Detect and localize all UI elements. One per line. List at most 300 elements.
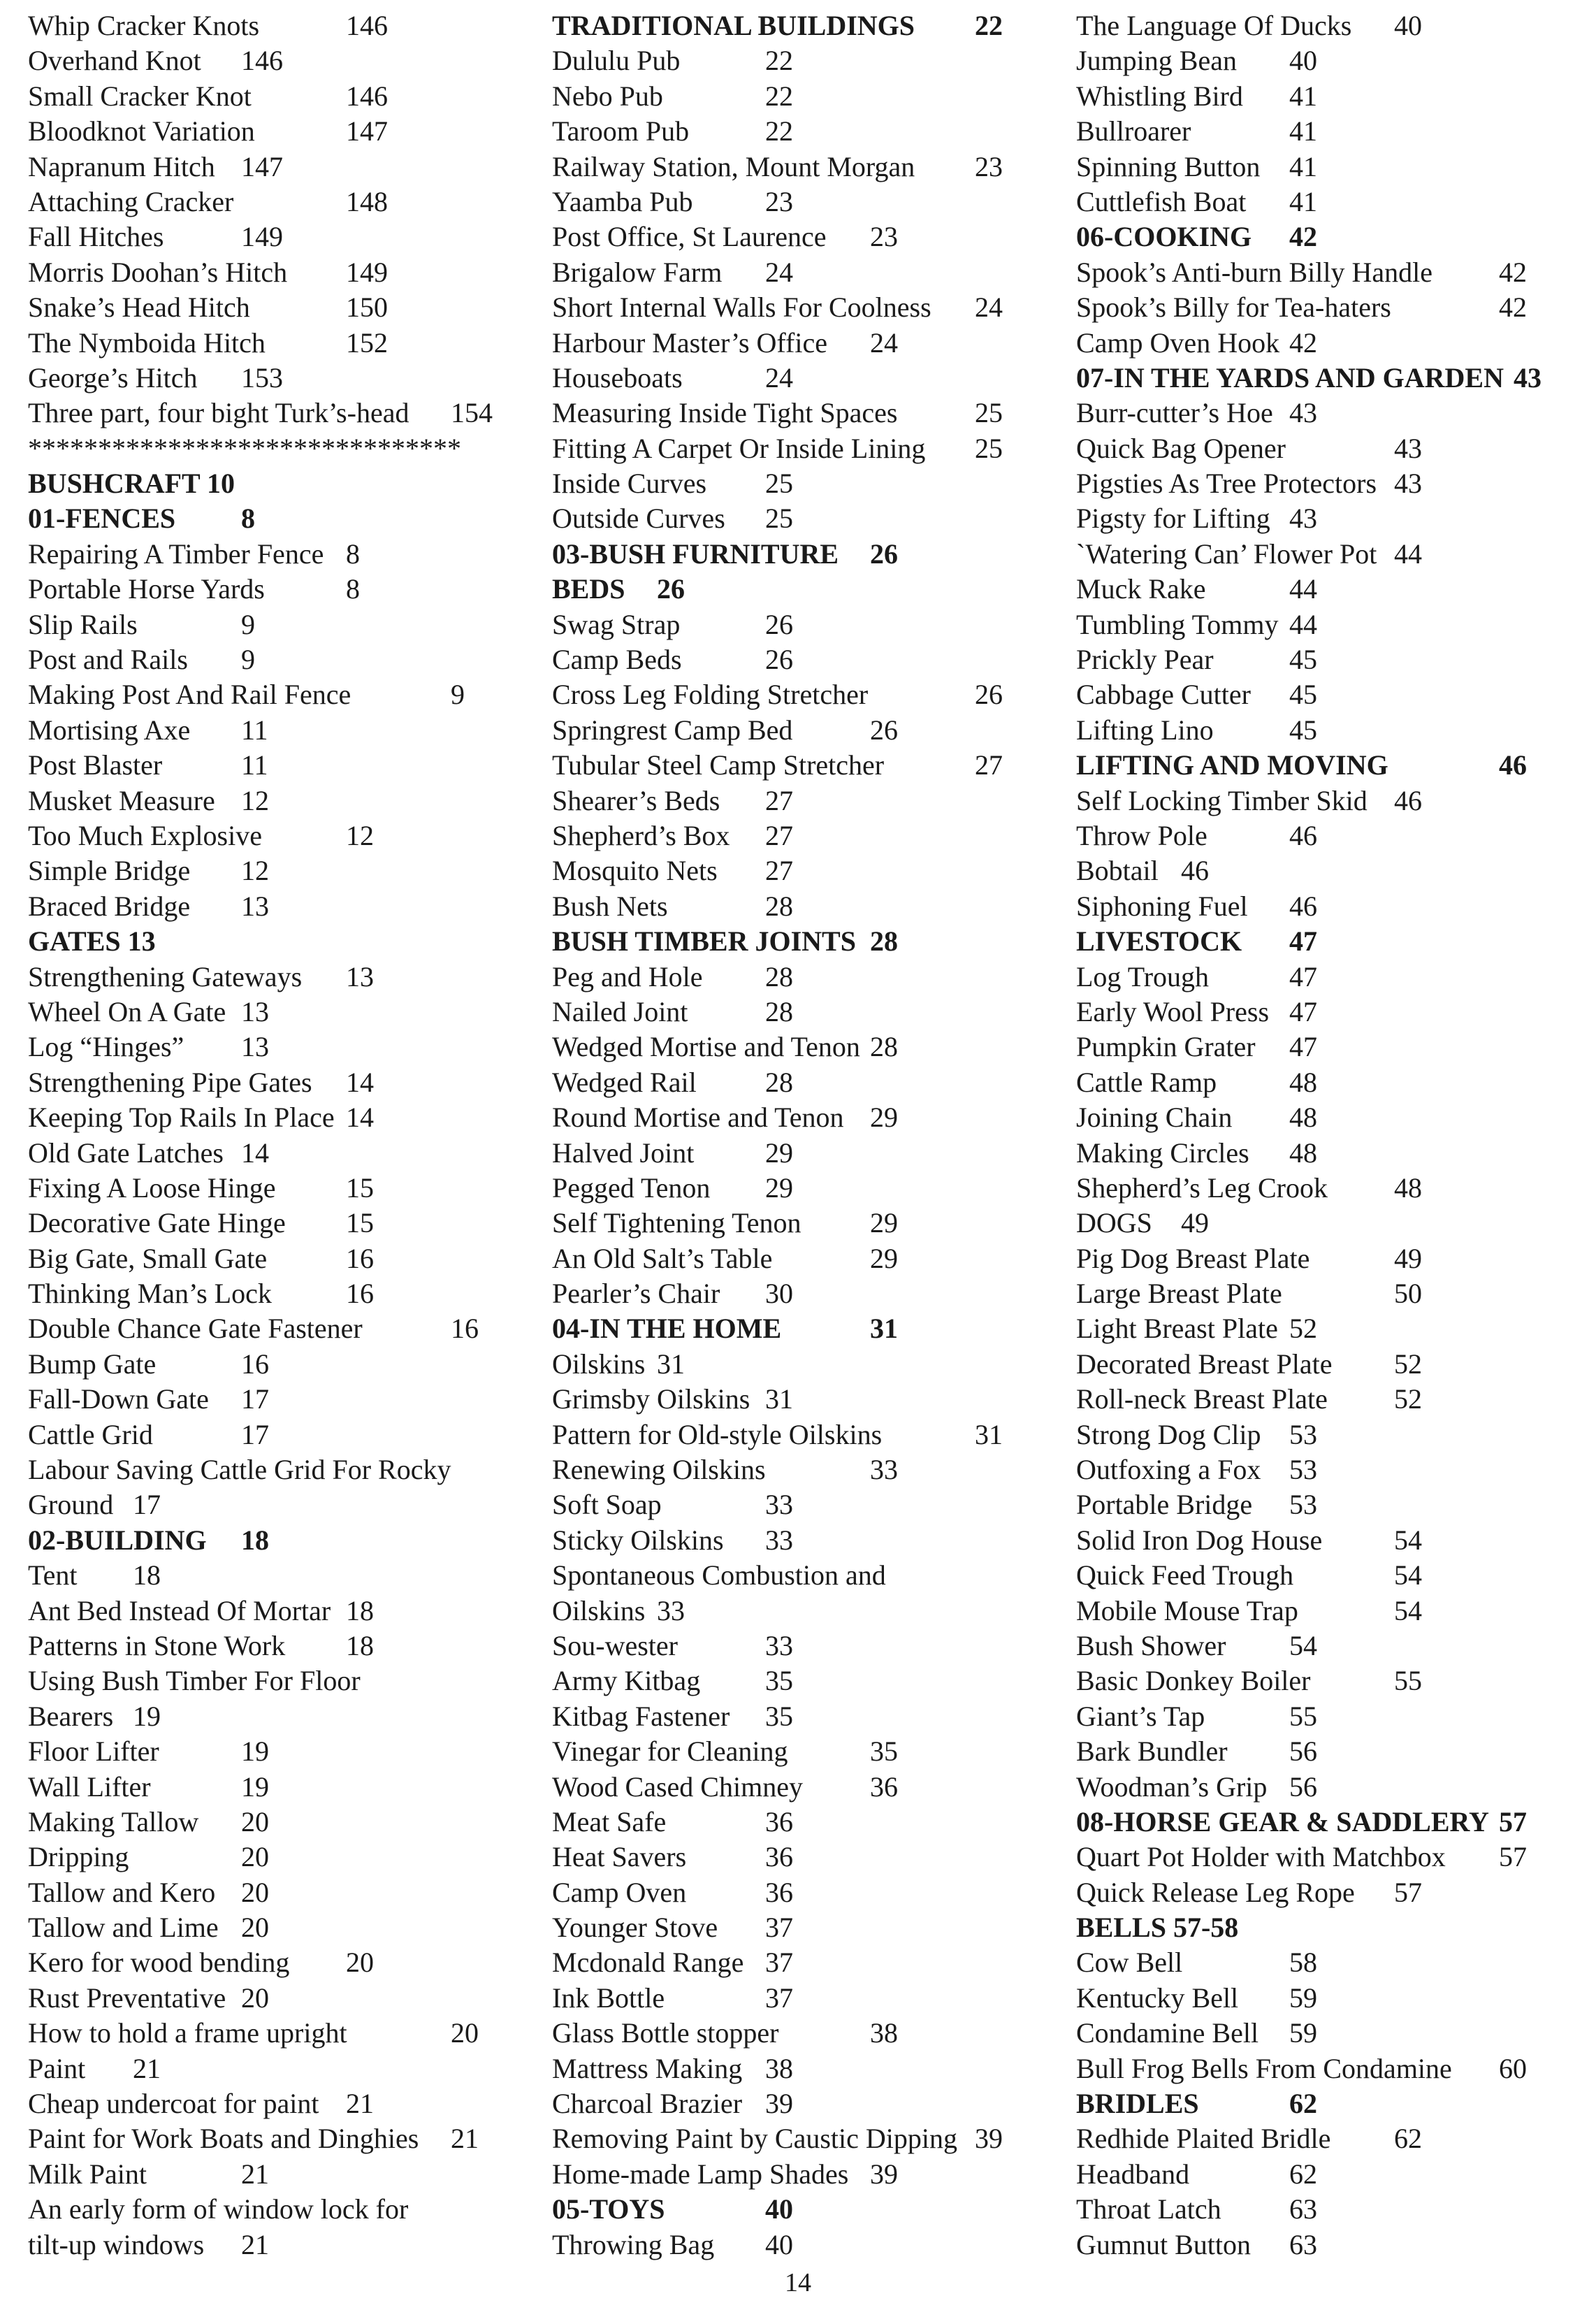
index-entry [28, 150, 517, 185]
entry-page-number: 31 [765, 1383, 793, 1415]
entry-title: Shearer’s Beds [552, 784, 720, 816]
index-entry [1076, 326, 1593, 361]
entry-page-number: 40 [1394, 10, 1422, 41]
section-heading [1076, 1910, 1593, 1945]
index-entry [552, 818, 1041, 853]
entry-title: How to hold a frame upright [28, 2017, 347, 2049]
entry-page-number: 62 [1289, 2158, 1317, 2190]
section-heading [552, 2192, 1041, 2227]
entry-title: Quart Pot Holder with Matchbox [1076, 1841, 1446, 1873]
entry-title: Taroom Pub [552, 115, 690, 147]
entry-page-number: 18 [133, 1559, 161, 1591]
entry-page-number: 149 [346, 256, 388, 288]
entry-title: Houseboats [552, 361, 683, 394]
entry-title: 05-TOYS [552, 2193, 665, 2225]
entry-title: Home-made Lamp Shades [552, 2158, 849, 2190]
index-entry [552, 1100, 1041, 1135]
index-entry [28, 1840, 517, 1875]
entry-title: Self Locking Timber Skid [1076, 784, 1368, 816]
index-entry [552, 1452, 1041, 1487]
index-entry [1076, 255, 1593, 290]
index-entry [28, 1382, 517, 1417]
entry-title: Round Mortise and Tenon [552, 1102, 844, 1134]
index-entry [552, 784, 1041, 818]
index-entry [1076, 150, 1593, 185]
entry-title: Cross Leg Folding Stretcher [552, 679, 869, 711]
entry-title: BUSHCRAFT 10 [28, 468, 235, 500]
index-entry [1076, 1945, 1593, 1980]
index-entry [1076, 818, 1593, 853]
index-entry [1076, 2016, 1593, 2051]
entry-page-number: 46 [1289, 890, 1317, 922]
entry-title: Labour Saving Cattle Grid For Rocky [28, 1454, 451, 1486]
entry-title: Pegged Tenon [552, 1171, 711, 1204]
entry-page-number: 58 [1289, 1947, 1317, 1979]
entry-title: Pattern for Old-style Oilskins [552, 1418, 883, 1450]
entry-page-number: 9 [241, 608, 255, 640]
entry-page-number: 40 [1289, 45, 1317, 77]
entry-page-number: 42 [1289, 221, 1317, 253]
section-heading [1076, 2086, 1593, 2121]
entry-title: Portable Horse Yards [28, 573, 265, 605]
entry-page-number: 46 [1181, 855, 1209, 887]
entry-page-number: 153 [241, 361, 283, 394]
entry-title: Paint for Work Boats and Dinghies [28, 2123, 419, 2155]
entry-title: Glass Bottle stopper [552, 2017, 779, 2049]
index-entry [28, 1347, 517, 1382]
index-entry [552, 1276, 1041, 1311]
index-entry [552, 2051, 1041, 2086]
entry-page-number: 13 [241, 995, 269, 1027]
index-entry [28, 114, 517, 149]
index-entry [552, 1065, 1041, 1100]
entry-title: Ground [28, 1489, 114, 1521]
index-entry [552, 1136, 1041, 1171]
entry-title: Shepherd’s Box [552, 819, 730, 851]
entry-title: Bloodknot Variation [28, 115, 255, 147]
index-entry [1076, 1663, 1593, 1698]
index-entry [28, 818, 517, 853]
entry-page-number: 13 [346, 960, 374, 992]
entry-title: Keeping Top Rails In Place [28, 1102, 335, 1134]
index-entry [28, 79, 517, 114]
index-entry [552, 431, 1041, 466]
index-column-3 [1076, 8, 1593, 2262]
entry-page-number: 15 [346, 1171, 374, 1204]
index-entry [552, 1981, 1041, 2016]
index-entry [552, 361, 1041, 396]
entry-title: Dululu Pub [552, 45, 681, 77]
entry-title: Mcdonald Range [552, 1947, 744, 1979]
entry-title: Slip Rails [28, 608, 138, 640]
index-entry [28, 2051, 517, 2086]
index-entry [552, 1770, 1041, 1805]
entry-title: Strengthening Gateways [28, 960, 303, 992]
entry-title: Quick Feed Trough [1076, 1559, 1294, 1591]
entry-page-number: 27 [765, 855, 793, 887]
section-heading [1076, 361, 1593, 396]
entry-title: Log Trough [1076, 960, 1210, 992]
entry-page-number: 154 [451, 397, 493, 429]
entry-title: Oilskins [552, 1594, 646, 1626]
entry-title: Making Tallow [28, 1805, 199, 1838]
index-entry [552, 1594, 1041, 1629]
entry-title: Fitting A Carpet Or Inside Lining [552, 432, 926, 464]
entry-page-number: 22 [975, 10, 1003, 41]
entry-page-number: 53 [1289, 1454, 1317, 1486]
index-entry [28, 853, 517, 888]
index-entry [1076, 1311, 1593, 1346]
entry-page-number: 36 [765, 1876, 793, 1908]
entry-page-number: 12 [241, 784, 269, 816]
section-heading [552, 924, 1041, 959]
entry-page-number: 28 [870, 1031, 898, 1063]
index-entry [1076, 853, 1593, 888]
entry-page-number: 41 [1289, 80, 1317, 112]
index-entry [1076, 1206, 1593, 1241]
entry-title: Sticky Oilskins [552, 1524, 724, 1556]
entry-page-number: 48 [1289, 1136, 1317, 1169]
entry-title: 06-COOKING [1076, 221, 1252, 253]
index-entry [28, 995, 517, 1030]
index-entry [28, 572, 517, 607]
index-entry [28, 607, 517, 642]
index-entry [552, 255, 1041, 290]
entry-title: Bark Bundler [1076, 1735, 1228, 1768]
entry-title: Post Blaster [28, 749, 163, 781]
entry-title: Grimsby Oilskins [552, 1383, 750, 1415]
index-entry [1076, 1136, 1593, 1171]
section-heading [28, 924, 517, 959]
entry-page-number: 41 [1289, 150, 1317, 182]
entry-title: Milk Paint [28, 2158, 147, 2190]
index-entry [1076, 1629, 1593, 1663]
section-heading [1076, 748, 1593, 783]
entry-page-number: 50 [1394, 1278, 1422, 1310]
entry-title: Simple Bridge [28, 855, 191, 887]
index-entry [1076, 1276, 1593, 1311]
entry-page-number: 147 [346, 115, 388, 147]
index-entry [28, 1206, 517, 1241]
index-entry [552, 1030, 1041, 1064]
index-entry [552, 1840, 1041, 1875]
entry-title: Burr-cutter’s Hoe [1076, 397, 1273, 429]
index-entry [28, 361, 517, 396]
entry-page-number: 152 [346, 326, 388, 359]
index-entry [28, 290, 517, 325]
entry-page-number: 26 [657, 573, 685, 605]
entry-title: Wall Lifter [28, 1770, 151, 1803]
section-heading [28, 501, 517, 536]
entry-page-number: 52 [1394, 1383, 1422, 1415]
entry-page-number: 31 [657, 1348, 685, 1380]
index-entry [1076, 1487, 1593, 1522]
index-entry [28, 1770, 517, 1805]
entry-page-number: 9 [451, 679, 465, 711]
entry-title: Cuttlefish Boat [1076, 185, 1247, 217]
index-entry [552, 642, 1041, 677]
index-entry [28, 326, 517, 361]
entry-title: Muck Rake [1076, 573, 1206, 605]
index-entry [1076, 501, 1593, 536]
entry-title: Post and Rails [28, 644, 188, 676]
entry-title: Woodman’s Grip [1076, 1770, 1268, 1803]
entry-page-number: 26 [765, 608, 793, 640]
index-entry [552, 853, 1041, 888]
entry-page-number: 46 [1289, 819, 1317, 851]
entry-title: Sou-wester [552, 1629, 678, 1661]
entry-page-number: 20 [451, 2017, 479, 2049]
index-entry [28, 960, 517, 995]
entry-title: Cheap undercoat for paint [28, 2088, 319, 2120]
entry-page-number: 150 [346, 291, 388, 324]
page-number: 14 [785, 2268, 811, 2297]
entry-page-number: 43 [1514, 361, 1541, 394]
index-entry [552, 326, 1041, 361]
entry-page-number: 41 [1289, 115, 1317, 147]
index-entry [1076, 677, 1593, 712]
entry-title: Vinegar for Cleaning [552, 1735, 788, 1768]
index-entry [552, 960, 1041, 995]
index-entry [552, 889, 1041, 924]
entry-page-number: 49 [1394, 1242, 1422, 1274]
entry-page-number: 146 [346, 80, 388, 112]
entry-page-number: 33 [870, 1454, 898, 1486]
entry-title: Cabbage Cutter [1076, 679, 1251, 711]
entry-title: Portable Bridge [1076, 1489, 1253, 1521]
entry-page-number: 45 [1289, 714, 1317, 746]
entry-title: Peg and Hole [552, 960, 703, 992]
entry-page-number: 36 [765, 1805, 793, 1838]
entry-title: Ant Bed Instead Of Mortar [28, 1594, 331, 1626]
entry-page-number: 48 [1289, 1102, 1317, 1134]
entry-title: The Language Of Ducks [1076, 10, 1352, 41]
entry-page-number: 33 [657, 1594, 685, 1626]
index-entry [552, 43, 1041, 78]
index-entry [28, 1699, 517, 1734]
entry-title: BELLS 57-58 [1076, 1912, 1239, 1944]
entry-title: Wedged Rail [552, 1066, 697, 1098]
entry-title: Musket Measure [28, 784, 215, 816]
entry-page-number: 47 [1289, 995, 1317, 1027]
entry-page-number: 20 [346, 1947, 374, 1979]
entry-page-number: 16 [451, 1313, 479, 1345]
entry-title: 03-BUSH FURNITURE [552, 537, 839, 570]
entry-title: Wood Cased Chimney [552, 1770, 803, 1803]
index-entry [552, 396, 1041, 431]
entry-title: Post Office, St Laurence [552, 221, 827, 253]
entry-page-number: 14 [346, 1102, 374, 1134]
entry-page-number: 27 [765, 819, 793, 851]
entry-page-number: 20 [241, 1841, 269, 1873]
index-column-1 [28, 8, 517, 2262]
index-entry [28, 1311, 517, 1346]
index-entry [552, 2228, 1041, 2262]
entry-page-number: 26 [870, 714, 898, 746]
entry-title: Bush Nets [552, 890, 668, 922]
entry-title: Double Chance Gate Fastener [28, 1313, 363, 1345]
index-entry [1076, 2228, 1593, 2262]
entry-title: LIFTING AND MOVING [1076, 749, 1388, 781]
entry-title: The Nymboida Hitch [28, 326, 266, 359]
index-entry [28, 1594, 517, 1629]
entry-page-number: 23 [765, 185, 793, 217]
index-entry [28, 1487, 517, 1522]
entry-page-number: 8 [241, 503, 255, 535]
index-entry [28, 1629, 517, 1663]
index-entry [1076, 1770, 1593, 1805]
entry-title: Cattle Grid [28, 1418, 153, 1450]
entry-page-number: 29 [870, 1207, 898, 1239]
entry-title: Gumnut Button [1076, 2228, 1252, 2260]
entry-page-number: 16 [346, 1278, 374, 1310]
entry-page-number: 9 [241, 644, 255, 676]
index-entry [552, 1206, 1041, 1241]
entry-title: 08-HORSE GEAR & SADDLERY [1076, 1805, 1489, 1838]
entry-title: Self Tightening Tenon [552, 1207, 801, 1239]
entry-page-number: 21 [451, 2123, 479, 2155]
entry-page-number: 14 [241, 1136, 269, 1169]
entry-page-number: 26 [870, 537, 898, 570]
entry-title: Camp Oven [552, 1876, 687, 1908]
index-entry [552, 1523, 1041, 1558]
entry-title: Redhide Plaited Bridle [1076, 2123, 1331, 2155]
index-entry [552, 1910, 1041, 1945]
index-entry [552, 114, 1041, 149]
entry-page-number: 55 [1289, 1700, 1317, 1732]
index-entry [1076, 1452, 1593, 1487]
entry-page-number: 23 [870, 221, 898, 253]
entry-page-number: 54 [1394, 1594, 1422, 1626]
entry-page-number: 28 [765, 995, 793, 1027]
entry-page-number: 29 [765, 1136, 793, 1169]
entry-title: Bullroarer [1076, 115, 1191, 147]
entry-title: Rust Preventative [28, 1981, 226, 2014]
index-entry [552, 1945, 1041, 1980]
entry-title: Tallow and Kero [28, 1876, 216, 1908]
entry-page-number: 47 [1289, 960, 1317, 992]
entry-page-number: 53 [1289, 1489, 1317, 1521]
index-entry [1076, 185, 1593, 219]
entry-page-number: 47 [1289, 925, 1317, 958]
entry-page-number: 57 [1499, 1841, 1527, 1873]
entry-page-number: 14 [346, 1066, 374, 1098]
index-entry [552, 185, 1041, 219]
entry-title: Spinning Button [1076, 150, 1261, 182]
entry-title: Mosquito Nets [552, 855, 718, 887]
entry-title: Old Gate Latches [28, 1136, 224, 1169]
entry-title: Brigalow Farm [552, 256, 723, 288]
index-entry [552, 1171, 1041, 1206]
entry-page-number: 35 [765, 1665, 793, 1697]
entry-page-number: 20 [241, 1912, 269, 1944]
index-entry [28, 1910, 517, 1945]
entry-title: Quick Bag Opener [1076, 432, 1286, 464]
index-entry [28, 2121, 517, 2156]
index-entry [552, 79, 1041, 114]
index-entry [28, 1981, 517, 2016]
entry-title: Quick Release Leg Rope [1076, 1876, 1355, 1908]
entry-page-number: 63 [1289, 2193, 1317, 2225]
entry-page-number: 25 [975, 432, 1003, 464]
entry-title: Pig Dog Breast Plate [1076, 1242, 1310, 1274]
section-heading [1076, 219, 1593, 254]
index-entry [1076, 2192, 1593, 2227]
entry-title: Big Gate, Small Gate [28, 1242, 268, 1274]
index-entry [1076, 1734, 1593, 1769]
entry-title: Pumpkin Grater [1076, 1031, 1256, 1063]
entry-page-number: 41 [1289, 185, 1317, 217]
entry-title: BUSH TIMBER JOINTS [552, 925, 856, 958]
entry-title: Kero for wood bending [28, 1947, 290, 1979]
entry-title: GATES 13 [28, 925, 156, 958]
entry-title: Too Much Explosive [28, 819, 262, 851]
index-entry [552, 290, 1041, 325]
entry-page-number: 21 [241, 2158, 269, 2190]
index-entry [1076, 43, 1593, 78]
entry-title: 04-IN THE HOME [552, 1313, 782, 1345]
entry-title: Patterns in Stone Work [28, 1629, 286, 1661]
index-entry [1076, 1382, 1593, 1417]
entry-page-number: 36 [870, 1770, 898, 1803]
entry-title: Mortising Axe [28, 714, 191, 746]
entry-page-number: 16 [346, 1242, 374, 1274]
entry-page-number: 8 [346, 537, 360, 570]
entry-title: Tent [28, 1559, 78, 1591]
entry-page-number: 30 [765, 1278, 793, 1310]
entry-page-number: 39 [870, 2158, 898, 2190]
entry-title: Kitbag Fastener [552, 1700, 730, 1732]
entry-page-number: 146 [346, 10, 388, 41]
entry-page-number: 49 [1181, 1207, 1209, 1239]
entry-page-number: 28 [870, 925, 898, 958]
entry-title: Morris Doohan’s Hitch [28, 256, 288, 288]
entry-title: Log “Hinges” [28, 1031, 184, 1063]
index-entry [28, 1136, 517, 1171]
entry-page-number: 28 [765, 890, 793, 922]
index-entry [1076, 1171, 1593, 1206]
index-entry [552, 1347, 1041, 1382]
entry-page-number: 28 [765, 960, 793, 992]
entry-title: Wedged Mortise and Tenon [552, 1031, 860, 1063]
index-entry [552, 466, 1041, 501]
entry-title: Camp Oven Hook [1076, 326, 1280, 359]
index-entry [28, 1734, 517, 1769]
entry-page-number: 37 [765, 1981, 793, 2014]
entry-title: Three part, four bight Turk’s-head [28, 397, 409, 429]
entry-title: Railway Station, Mount Morgan [552, 150, 915, 182]
index-entry [28, 1875, 517, 1910]
entry-page-number: 11 [241, 714, 268, 746]
index-entry [1076, 1100, 1593, 1135]
entry-page-number: 59 [1289, 1981, 1317, 2014]
entry-title: Ink Bottle [552, 1981, 665, 2014]
entry-page-number: 15 [346, 1207, 374, 1239]
entry-page-number: 27 [765, 784, 793, 816]
entry-title: Large Breast Plate [1076, 1278, 1282, 1310]
entry-title: Short Internal Walls For Coolness [552, 291, 931, 324]
index-entry [28, 1241, 517, 1276]
entry-title: Cattle Ramp [1076, 1066, 1217, 1098]
entry-page-number: 56 [1289, 1735, 1317, 1768]
entry-title: Small Cracker Knot [28, 80, 252, 112]
entry-title: Repairing A Timber Fence [28, 537, 324, 570]
entry-title: Heat Savers [552, 1841, 687, 1873]
entry-page-number: 43 [1289, 397, 1317, 429]
entry-page-number: 62 [1394, 2123, 1422, 2155]
entry-title: Pigsties As Tree Protectors [1076, 468, 1377, 500]
entry-title: Pearler’s Chair [552, 1278, 720, 1310]
